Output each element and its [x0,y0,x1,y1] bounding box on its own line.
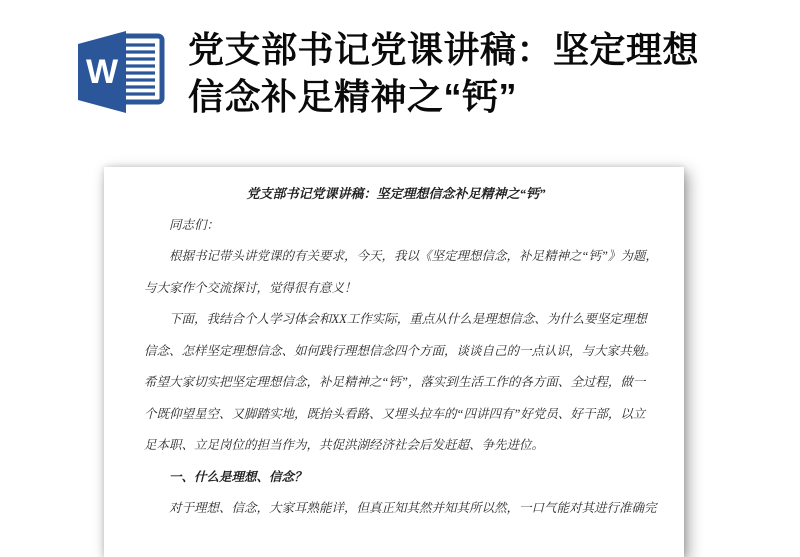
word-icon-svg [76,28,166,116]
doc-line: 信念、怎样坚定理想信念、如何践行理想信念四个方面，谈谈自己的一点认识，与大家共勉。 [144,343,657,358]
doc-line: 根据书记带头讲党课的有关要求，今天，我以《坚定理想信念，补足精神之“钙”》为题， [169,249,658,263]
doc-line: 对于理想、信念，大家耳熟能详，但真正知其然并知其所以然，一口气能对其进行准确完 [169,501,657,515]
doc-line: 与大家作个交流探讨，觉得很有意义！ [144,280,357,295]
doc-line: 下面，我结合个人学习体会和XX工作实际，重点从什么是理想信念、为什么要坚定理想 [169,312,647,326]
document-title: 党支部书记党课讲稿：坚定理想信念补足精神之“钙” [246,186,546,201]
page-header [0,0,800,140]
word-icon-letter: W [85,53,119,91]
doc-line: 希望大家切实把坚定理想信念，补足精神之“钙”，落实到生活工作的各方面、全过程，做一 [144,375,646,389]
doc-section-heading: 一、什么是理想、信念？ [169,469,307,484]
word-document-icon [76,28,166,116]
document-preview-page [104,167,684,557]
doc-line: 个既仰望星空、又脚踏实地，既抬头看路、又埋头拉车的“四讲四有”好党员、好干部，以立 [144,406,646,421]
doc-line: 同志们： [169,217,220,232]
doc-line: 足本职、立足岗位的担当作为，共促洪湖经济社会后发赶超、争先进位。 [144,438,545,452]
page-title: 党支部书记党课讲稿：坚定理想信念补足精神之“钙” [188,29,700,117]
